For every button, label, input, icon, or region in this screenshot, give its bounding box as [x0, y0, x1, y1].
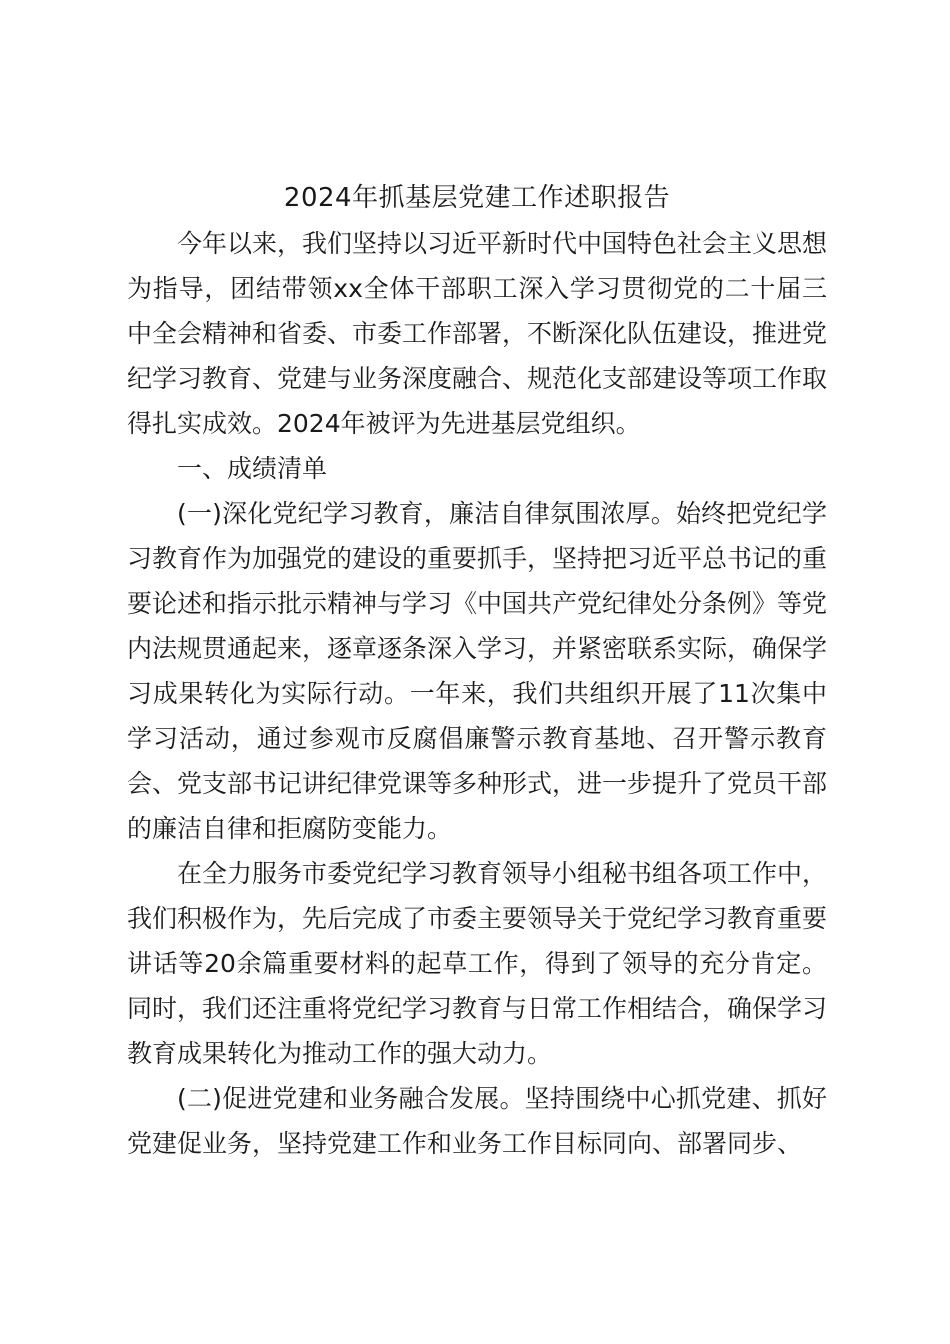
section-heading-achievements: 一、成绩清单 [177, 454, 328, 483]
paragraph-party-business-integration: (二)促进党建和业务融合发展。坚持围绕中心抓党建、抓好党建促业务，坚持党建工作和业务工作目标同向、部署同步、 [127, 1084, 827, 1158]
paragraph-discipline-education: (一)深化党纪学习教育，廉洁自律氛围浓厚。始终把党纪学习教育作为加强党的建设的重要抓手，坚持把习近平总书记的重要论述和指示批示精神与学习《中国共产党纪律处分条例》等党内法规贯通起来，逐章逐条深入学习，并紧密联系实际，确保学习成果转化为实际行动。一年来，我们共组织开展了11次集中学习活动，通过参观市反腐倡廉警示教育基地、召开警示教育会、党支部书记讲纪律党课等多种形式，进一步提升了党员干部的廉洁自律和拒腐防变能力。 [127, 499, 828, 843]
document-title: 2024年抓基层党建工作述职报告 [283, 183, 671, 213]
document-body [127, 175, 827, 1166]
paragraph-secretariat-service: 在全力服务市委党纪学习教育领导小组秘书组各项工作中，我们积极作为，先后完成了市委主要领导关于党纪学习教育重要讲话等20余篇重要材料的起草工作，得到了领导的充分肯定。同时，我们还注重将党纪学习教育与日常工作相结合，确保学习教育成果转化为推动工作的强大动力。 [127, 859, 828, 1068]
intro-paragraph: 今年以来，我们坚持以习近平新时代中国特色社会主义思想为指导，团结带领xx全体干部职工深入学习贯彻党的二十届三中全会精神和省委、市委工作部署，不断深化队伍建设，推进党纪学习教育、党建与业务深度融合、规范化支部建设等项工作取得扎实成效。2024年被评为先进基层党组织。 [127, 229, 828, 438]
